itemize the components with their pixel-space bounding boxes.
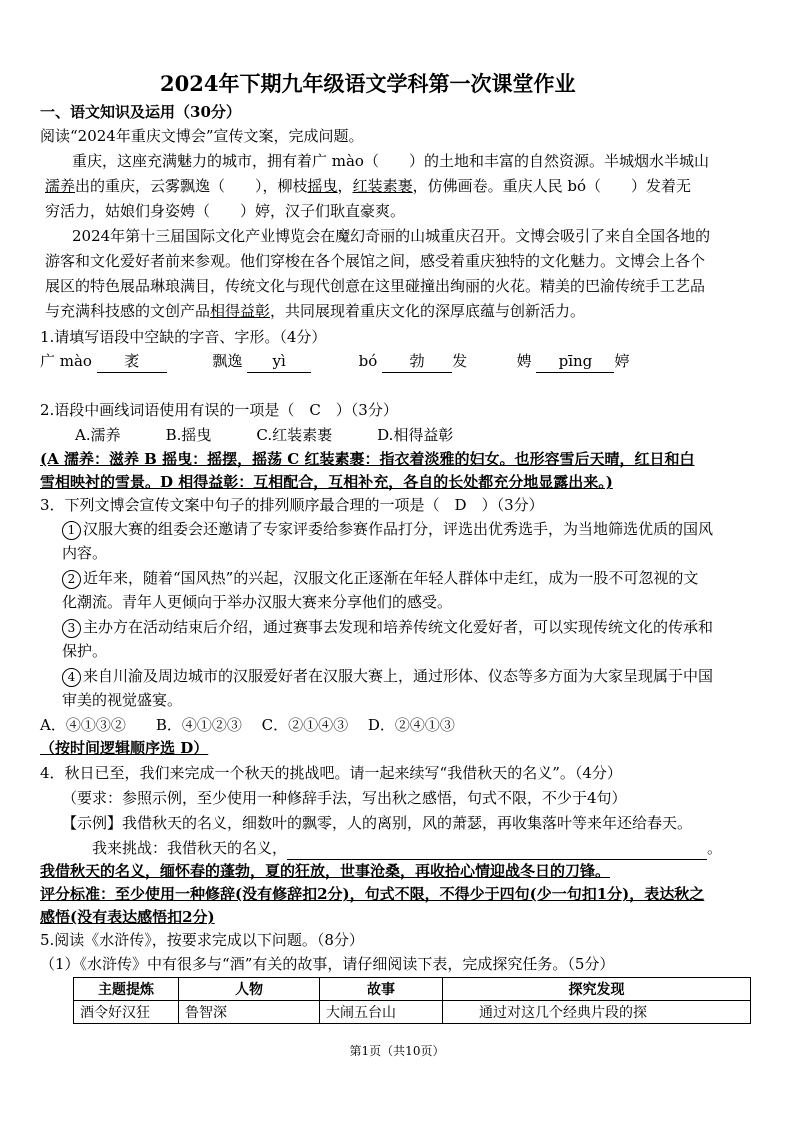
table-cell: 通过对这几个经典片段的探 xyxy=(443,1001,751,1024)
question-3-options: A．④①③② B．④①②③ C．②①④③ D．②④①③ xyxy=(40,716,455,734)
question-4-example: 【示例】我借秋天的名义，细数叶的飘零，人的离别，风的萧瑟，再收集落叶等来年还给春天。 xyxy=(62,814,693,832)
question-1-stem: 1.请填写语段中空缺的字音、字形。（4分） xyxy=(40,328,327,346)
passage-line: 穷活力，姑娘们身姿娉（ ）婷，汉子们耿直豪爽。 xyxy=(45,202,406,220)
answer-blank[interactable]: 勃 xyxy=(382,350,452,373)
table-cell: 酒令好汉狂 xyxy=(74,1001,179,1024)
sentence-option: 保护。 xyxy=(62,642,108,660)
reading-intro: 阅读“2024年重庆文博会”宣传文案，完成问题。 xyxy=(40,127,364,145)
table-header: 主题提炼 xyxy=(74,978,179,1001)
sentence-option: 内容。 xyxy=(62,544,108,562)
question-4-scoring: 评分标准：至少使用一种修辞(没有修辞扣2分)，句式不限，不得少于四句(少一句扣1分)，表达秋之 xyxy=(40,885,705,903)
passage-line: 游客和文化爱好者前来参观。他们穿梭在各个展馆之间，感受着重庆独特的文化魅力。文博会上各个 xyxy=(45,252,706,270)
answer-line[interactable] xyxy=(287,837,707,860)
question-2-stem: 2.语段中画线词语使用有误的一项是（ C ）（3分） xyxy=(40,401,398,419)
sentence-option: 3 主办方在活动结束后介绍，通过赛事去发现和培养传统文化爱好者，可以实现传统文化的传承和 xyxy=(62,616,713,638)
underlined-word: 濡养 xyxy=(45,177,76,195)
passage-line: 与充满科技感的文创产品相得益彰，共同展现着重庆文化的深厚底蕴与创新活力。 xyxy=(45,302,586,320)
passage-line: 展区的特色展品琳琅满目，传统文化与现代创意在这里碰撞出绚丽的火花。精美的巴渝传统手工艺品 xyxy=(45,277,706,295)
answer-blank[interactable]: yì xyxy=(247,350,311,373)
question-2-answer: (A 濡养：滋养 B 摇曳：摇摆，摇荡 C 红装素裹：指衣着淡雅的妇女。也形容雪后天晴，红日和白 xyxy=(40,450,695,468)
question-4-scoring: 感悟(没有表达感悟扣2分) xyxy=(40,908,215,926)
question-4-challenge: 我来挑战：我借秋天的名义， 。 xyxy=(92,837,722,860)
question-3-answer: （按时间逻辑顺序选 D） xyxy=(40,739,209,757)
question-4-stem: 4．秋日已至，我们来完成一个秋天的挑战吧。请一起来续写“我借秋天的名义”。（4分） xyxy=(40,764,622,782)
circled-number: 1 xyxy=(62,521,81,540)
circled-number: 3 xyxy=(62,619,81,638)
passage-line: 重庆，这座充满魅力的城市，拥有着广 mào（ ）的土地和丰富的自然资源。半城烟水半城山 xyxy=(72,152,709,170)
sentence-option: 2 近年来，随着“国风热”的兴起，汉服文化正逐渐在年轻人群体中走红，成为一股不可忽视的文 xyxy=(62,567,698,589)
section-heading: 一、语文知识及运用（30分） xyxy=(40,103,241,121)
answer-blank[interactable]: pīng xyxy=(536,350,614,373)
table-cell: 鲁智深 xyxy=(179,1001,320,1024)
page-footer: 第1页（共10页） xyxy=(349,1044,445,1058)
question-4-answer: 我借秋天的名义，缅怀春的蓬勃，夏的狂放，世事沧桑，再收拾心情迎战冬日的刀锋。 xyxy=(40,862,611,880)
circled-number: 2 xyxy=(62,570,81,589)
question-1-answers: 广 mào 袤 飘逸 yì bó 勃 发 娉 pīng 婷 xyxy=(40,350,629,373)
table-header-row xyxy=(74,978,751,1001)
sentence-option: 4 来自川渝及周边城市的汉服爱好者在汉服大赛上，通过形体、仪态等多方面为大家呈现属于中国 xyxy=(62,665,713,687)
table-row xyxy=(74,1001,751,1024)
question-2-answer: 雪相映衬的雪景。D 相得益彰：互相配合，互相补充，各自的长处都充分地显露出来。) xyxy=(40,473,613,491)
question-4-requirement: （要求：参照示例，至少使用一种修辞手法，写出秋之感悟，句式不限，不少于4句） xyxy=(62,789,627,807)
circled-number: 4 xyxy=(62,668,81,687)
question-5-sub1: （1）《水浒传》中有很多与“酒”有关的故事，请仔细阅读下表，完成探究任务。（5分） xyxy=(40,955,615,973)
page-title: 2024年下期九年级语文学科第一次课堂作业 xyxy=(160,71,576,96)
question-3-stem: 3．下列文博会宣传文案中句子的排列顺序最合理的一项是（ D ）（3分） xyxy=(40,496,544,514)
passage-line: 濡养出的重庆，云雾飘逸（ ），柳枝摇曳，红装素裹，仿佛画卷。重庆人民 bó（ ）发着无 xyxy=(45,177,691,195)
underlined-word: 相得益彰 xyxy=(210,302,271,320)
answer-blank[interactable]: 袤 xyxy=(97,350,167,373)
question-5-stem: 5.阅读《水浒传》，按要求完成以下问题。（8分） xyxy=(40,931,364,949)
sentence-option: 1 汉服大赛的组委会还邀请了专家评委给参赛作品打分，评选出优秀选手，为当地筛选优质的国风 xyxy=(62,518,713,540)
table-header: 探究发现 xyxy=(443,978,751,1001)
passage-line: 2024年第十三届国际文化产业博览会在魔幻奇丽的山城重庆召开。文博会吸引了来自全国各地的 xyxy=(72,227,711,245)
table-header: 人物 xyxy=(179,978,320,1001)
sentence-option: 化潮流。青年人更倾向于举办汉服大赛来分享他们的感受。 xyxy=(62,593,453,611)
table-header: 故事 xyxy=(320,978,443,1001)
sentence-option: 审美的视觉盛宴。 xyxy=(62,691,183,709)
underlined-word: 摇曳 xyxy=(307,177,338,195)
question-2-options: A.濡养 B.摇曳 C.红装素裹 D.相得益彰 xyxy=(75,426,454,444)
reading-table xyxy=(73,977,751,1024)
table-cell: 大闹五台山 xyxy=(320,1001,443,1024)
underlined-word: 红装素裹 xyxy=(352,177,413,195)
